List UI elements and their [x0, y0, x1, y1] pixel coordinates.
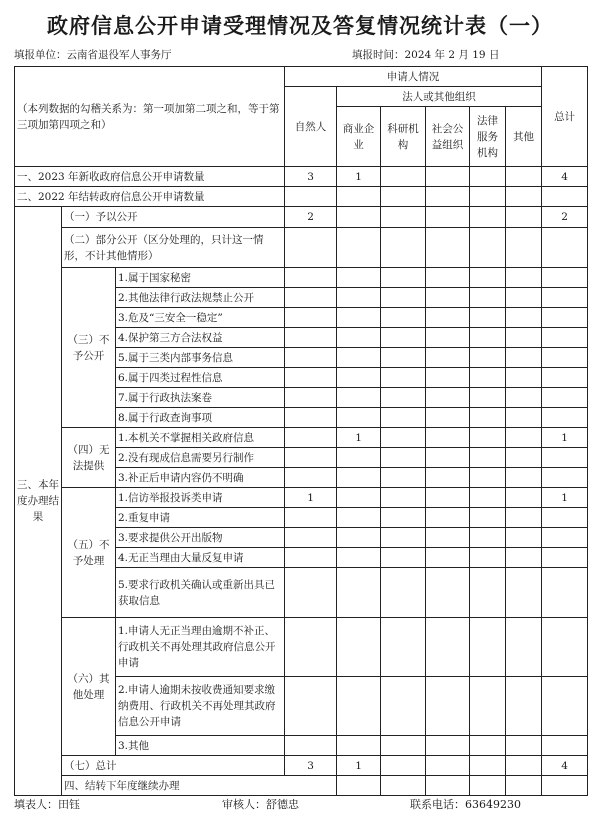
cell-legal-service — [470, 207, 506, 228]
cell-research — [381, 756, 426, 776]
row-label: 1.信访举报投诉类申请 — [116, 488, 285, 508]
cell-total — [542, 348, 588, 368]
cell-natural — [285, 528, 337, 548]
cell-other — [506, 348, 542, 368]
cell-legal-service — [470, 548, 506, 568]
cell-total — [542, 448, 588, 468]
cell-total: 4 — [542, 167, 588, 187]
research-header: 科研机构 — [381, 107, 426, 167]
row-label: 1.本机关不掌握相关政府信息 — [116, 428, 285, 448]
cell-natural — [337, 776, 381, 796]
cell-commercial — [337, 408, 381, 428]
cell-total: 1 — [542, 428, 588, 448]
reporting-unit — [14, 47, 172, 62]
cell-other — [506, 167, 542, 187]
cell-commercial — [337, 468, 381, 488]
cell-research — [381, 268, 426, 288]
cell-research — [381, 308, 426, 328]
cell-commercial: 1 — [337, 756, 381, 776]
cell-social — [426, 167, 470, 187]
cell-natural — [285, 328, 337, 348]
cell-total — [542, 268, 588, 288]
cell-natural — [285, 568, 337, 618]
reporting-unit-label: 填报单位： — [14, 49, 67, 61]
cell-social — [426, 618, 470, 677]
cell-research — [381, 228, 426, 268]
cell-social — [426, 207, 470, 228]
cell-social — [426, 368, 470, 388]
cell-total — [542, 328, 588, 348]
group-label: （六）其他处理 — [62, 618, 116, 756]
cell-total — [542, 187, 588, 207]
group-label: （四）无法提供 — [62, 428, 116, 488]
cell-legal-service — [470, 388, 506, 408]
cell-social — [426, 677, 470, 736]
cell-commercial: 1 — [337, 167, 381, 187]
cell-other — [506, 268, 542, 288]
cell-other — [506, 488, 542, 508]
table-row — [15, 776, 588, 796]
cell-legal-service — [470, 528, 506, 548]
cell-other — [506, 736, 542, 756]
cell-research — [381, 548, 426, 568]
cell-research — [381, 207, 426, 228]
cell-social — [426, 308, 470, 328]
cell-natural — [285, 618, 337, 677]
cell-social — [426, 528, 470, 548]
row-label: 5.要求行政机关确认或重新出具已获取信息 — [116, 568, 285, 618]
cell-social — [470, 776, 506, 796]
cell-other — [506, 428, 542, 448]
cell-other — [506, 228, 542, 268]
cell-other — [506, 368, 542, 388]
cell-natural — [285, 228, 337, 268]
row-label: （一）予以公开 — [62, 207, 285, 228]
cell-total — [542, 618, 588, 677]
cell-natural — [285, 677, 337, 736]
cell-natural — [285, 368, 337, 388]
group-label: （五）不予处理 — [62, 488, 116, 618]
cell-total: 2 — [542, 207, 588, 228]
cell-natural — [285, 288, 337, 308]
other-org-header: 其他 — [506, 107, 542, 167]
row-label: 7.属于行政执法案卷 — [116, 388, 285, 408]
cell-legal-service — [506, 776, 542, 796]
cell-social — [426, 187, 470, 207]
cell-legal-service — [470, 228, 506, 268]
cell-research — [381, 468, 426, 488]
cell-social — [426, 348, 470, 368]
contact-phone: 联系电话：63649230 — [410, 798, 521, 811]
row-label: 3.危及“三安全一稳定” — [116, 308, 285, 328]
cell-social — [426, 388, 470, 408]
cell-legal-service — [470, 468, 506, 488]
cell-legal-service — [470, 268, 506, 288]
row-label: （二）部分公开（区分处理的，只计这一情形，不计其他情形） — [62, 228, 285, 268]
row-label: 2.没有现成信息需要另行制作 — [116, 448, 285, 468]
cell-commercial — [337, 448, 381, 468]
cell-research — [381, 388, 426, 408]
cell-commercial — [337, 677, 381, 736]
cell-legal-service — [470, 368, 506, 388]
row-label: 3.要求提供公开出版物 — [116, 528, 285, 548]
cell-total: 4 — [542, 756, 588, 776]
cell-total — [542, 548, 588, 568]
cell-research — [381, 368, 426, 388]
cell-natural: 3 — [285, 167, 337, 187]
cell-natural: 3 — [285, 756, 337, 776]
formula-note: （本列数据的勾稽关系为：第一项加第二项之和，等于第三项加第四项之和） — [15, 67, 285, 167]
cell-natural — [285, 448, 337, 468]
table-row — [15, 756, 588, 776]
row-label: 四、结转下年度继续办理 — [62, 776, 337, 796]
filler-name: 填表人：田钰 — [14, 798, 80, 811]
cell-other — [506, 508, 542, 528]
cell-commercial — [337, 368, 381, 388]
cell-natural: 1 — [285, 488, 337, 508]
cell-other — [506, 468, 542, 488]
table-row — [15, 167, 588, 187]
cell-other — [506, 568, 542, 618]
cell-research — [381, 528, 426, 548]
row-label: 3.其他 — [116, 736, 285, 756]
cell-commercial — [337, 288, 381, 308]
cell-natural — [285, 736, 337, 756]
cell-research — [381, 288, 426, 308]
table-row — [15, 268, 588, 288]
cell-other — [506, 328, 542, 348]
cell-other — [506, 677, 542, 736]
cell-social — [426, 568, 470, 618]
row-label: 2.其他法律行政法规禁止公开 — [116, 288, 285, 308]
cell-other — [506, 618, 542, 677]
cell-commercial: 1 — [337, 428, 381, 448]
cell-natural — [285, 408, 337, 428]
cell-social — [426, 228, 470, 268]
row-label: 1.申请人无正当理由逾期不补正、行政机关不再处理其政府信息公开申请 — [116, 618, 285, 677]
cell-legal-service — [470, 187, 506, 207]
row-label: 一、2023 年新收政府信息公开申请数量 — [15, 167, 285, 187]
legal-service-header: 法律服务机构 — [470, 107, 506, 167]
cell-total — [542, 308, 588, 328]
cell-other — [506, 308, 542, 328]
cell-research — [381, 736, 426, 756]
cell-other — [506, 408, 542, 428]
cell-other — [506, 207, 542, 228]
cell-social — [426, 508, 470, 528]
cell-legal-service — [470, 167, 506, 187]
row-label: 4.无正当理由大量反复申请 — [116, 548, 285, 568]
cell-other — [506, 388, 542, 408]
table-row — [15, 207, 588, 228]
cell-research — [381, 167, 426, 187]
cell-legal-service — [470, 568, 506, 618]
cell-total — [542, 508, 588, 528]
cell-total — [542, 568, 588, 618]
cell-natural — [285, 468, 337, 488]
cell-research — [381, 428, 426, 448]
applicant-header: 申请人情况 — [285, 67, 542, 87]
cell-commercial — [337, 268, 381, 288]
cell-natural — [285, 268, 337, 288]
cell-commercial — [337, 308, 381, 328]
cell-other — [506, 756, 542, 776]
cell-natural — [285, 548, 337, 568]
cell-research — [381, 677, 426, 736]
cell-commercial — [337, 548, 381, 568]
reviewer-name: 审核人：舒德忠 — [222, 798, 299, 811]
cell-commercial — [337, 488, 381, 508]
cell-natural — [285, 388, 337, 408]
cell-total — [542, 528, 588, 548]
cell-total — [542, 228, 588, 268]
cell-commercial — [337, 348, 381, 368]
cell-research — [381, 348, 426, 368]
cell-legal-service — [470, 308, 506, 328]
cell-commercial — [337, 207, 381, 228]
reporting-unit-value: 云南省退役军人事务厅 — [66, 49, 172, 61]
cell-legal-service — [470, 348, 506, 368]
cell-legal-service — [470, 736, 506, 756]
cell-natural — [285, 187, 337, 207]
cell-total — [542, 677, 588, 736]
cell-total — [542, 736, 588, 756]
cell-legal-service — [470, 288, 506, 308]
legal-entity-header: 法人或其他组织 — [337, 87, 542, 107]
cell-total — [542, 388, 588, 408]
cell-total — [542, 288, 588, 308]
cell-natural: 2 — [285, 207, 337, 228]
row-label: （七）总计 — [62, 756, 285, 776]
cell-commercial — [337, 528, 381, 548]
cell-total — [542, 468, 588, 488]
cell-research — [381, 328, 426, 348]
row-label: 2.重复申请 — [116, 508, 285, 528]
signature-footer — [0, 796, 600, 814]
row-label: 3.补正后申请内容仍不明确 — [116, 468, 285, 488]
cell-commercial — [337, 568, 381, 618]
total-header: 总计 — [542, 67, 588, 167]
cell-other — [506, 548, 542, 568]
cell-commercial — [337, 736, 381, 756]
cell-social — [426, 428, 470, 448]
cell-legal-service — [470, 508, 506, 528]
cell-legal-service — [470, 618, 506, 677]
table-row — [15, 187, 588, 207]
cell-social — [426, 408, 470, 428]
cell-legal-service — [470, 756, 506, 776]
cell-social — [426, 736, 470, 756]
cell-commercial — [337, 187, 381, 207]
cell-social — [426, 328, 470, 348]
cell-other — [542, 776, 588, 796]
row-label: 5.属于三类内部事务信息 — [116, 348, 285, 368]
reporting-time-value: 2024 年 2 月 19 日 — [404, 49, 500, 61]
cell-commercial — [337, 618, 381, 677]
cell-research — [381, 408, 426, 428]
natural-person-header: 自然人 — [285, 87, 337, 167]
cell-other — [506, 187, 542, 207]
cell-social — [426, 548, 470, 568]
cell-research — [381, 488, 426, 508]
cell-research — [381, 508, 426, 528]
cell-commercial — [337, 228, 381, 268]
row-label: 4.保护第三方合法权益 — [116, 328, 285, 348]
cell-social — [426, 756, 470, 776]
row-label: 8.属于行政查询事项 — [116, 408, 285, 428]
section-three-label: 三、本年度办理结果 — [15, 207, 62, 796]
cell-research — [426, 776, 470, 796]
cell-research — [381, 618, 426, 677]
commercial-header: 商业企业 — [337, 107, 381, 167]
cell-other — [506, 288, 542, 308]
cell-commercial — [381, 776, 426, 796]
cell-other — [506, 448, 542, 468]
cell-research — [381, 568, 426, 618]
cell-legal-service — [470, 448, 506, 468]
cell-legal-service — [470, 677, 506, 736]
reporting-time-label: 填报时间： — [352, 49, 405, 61]
cell-natural — [285, 428, 337, 448]
cell-social — [426, 448, 470, 468]
group-label: （三）不予公开 — [62, 268, 116, 428]
cell-social — [426, 268, 470, 288]
reporting-time — [352, 47, 499, 62]
cell-legal-service — [470, 488, 506, 508]
row-label: 1.属于国家秘密 — [116, 268, 285, 288]
cell-social — [426, 288, 470, 308]
cell-social — [426, 468, 470, 488]
cell-research — [381, 448, 426, 468]
cell-commercial — [337, 508, 381, 528]
cell-total: 1 — [542, 488, 588, 508]
row-label: 2.申请人逾期未按收费通知要求缴纳费用、行政机关不再处理其政府信息公开申请 — [116, 677, 285, 736]
cell-legal-service — [470, 328, 506, 348]
cell-natural — [285, 308, 337, 328]
cell-total — [542, 408, 588, 428]
cell-other — [506, 528, 542, 548]
page-title: 政府信息公开申请受理情况及答复情况统计表（一） — [47, 13, 553, 38]
cell-commercial — [337, 388, 381, 408]
cell-commercial — [337, 328, 381, 348]
statistics-table — [14, 66, 588, 796]
cell-legal-service — [470, 408, 506, 428]
social-welfare-header: 社会公益组织 — [426, 107, 470, 167]
cell-natural — [285, 348, 337, 368]
table-row — [15, 428, 588, 448]
row-label: 二、2022 年结转政府信息公开申请数量 — [15, 187, 285, 207]
row-label: 6.属于四类过程性信息 — [116, 368, 285, 388]
table-row — [15, 228, 588, 268]
cell-total — [542, 368, 588, 388]
cell-natural — [285, 508, 337, 528]
table-row — [15, 488, 588, 508]
cell-research — [381, 187, 426, 207]
cell-legal-service — [470, 428, 506, 448]
table-row — [15, 618, 588, 677]
cell-social — [426, 488, 470, 508]
